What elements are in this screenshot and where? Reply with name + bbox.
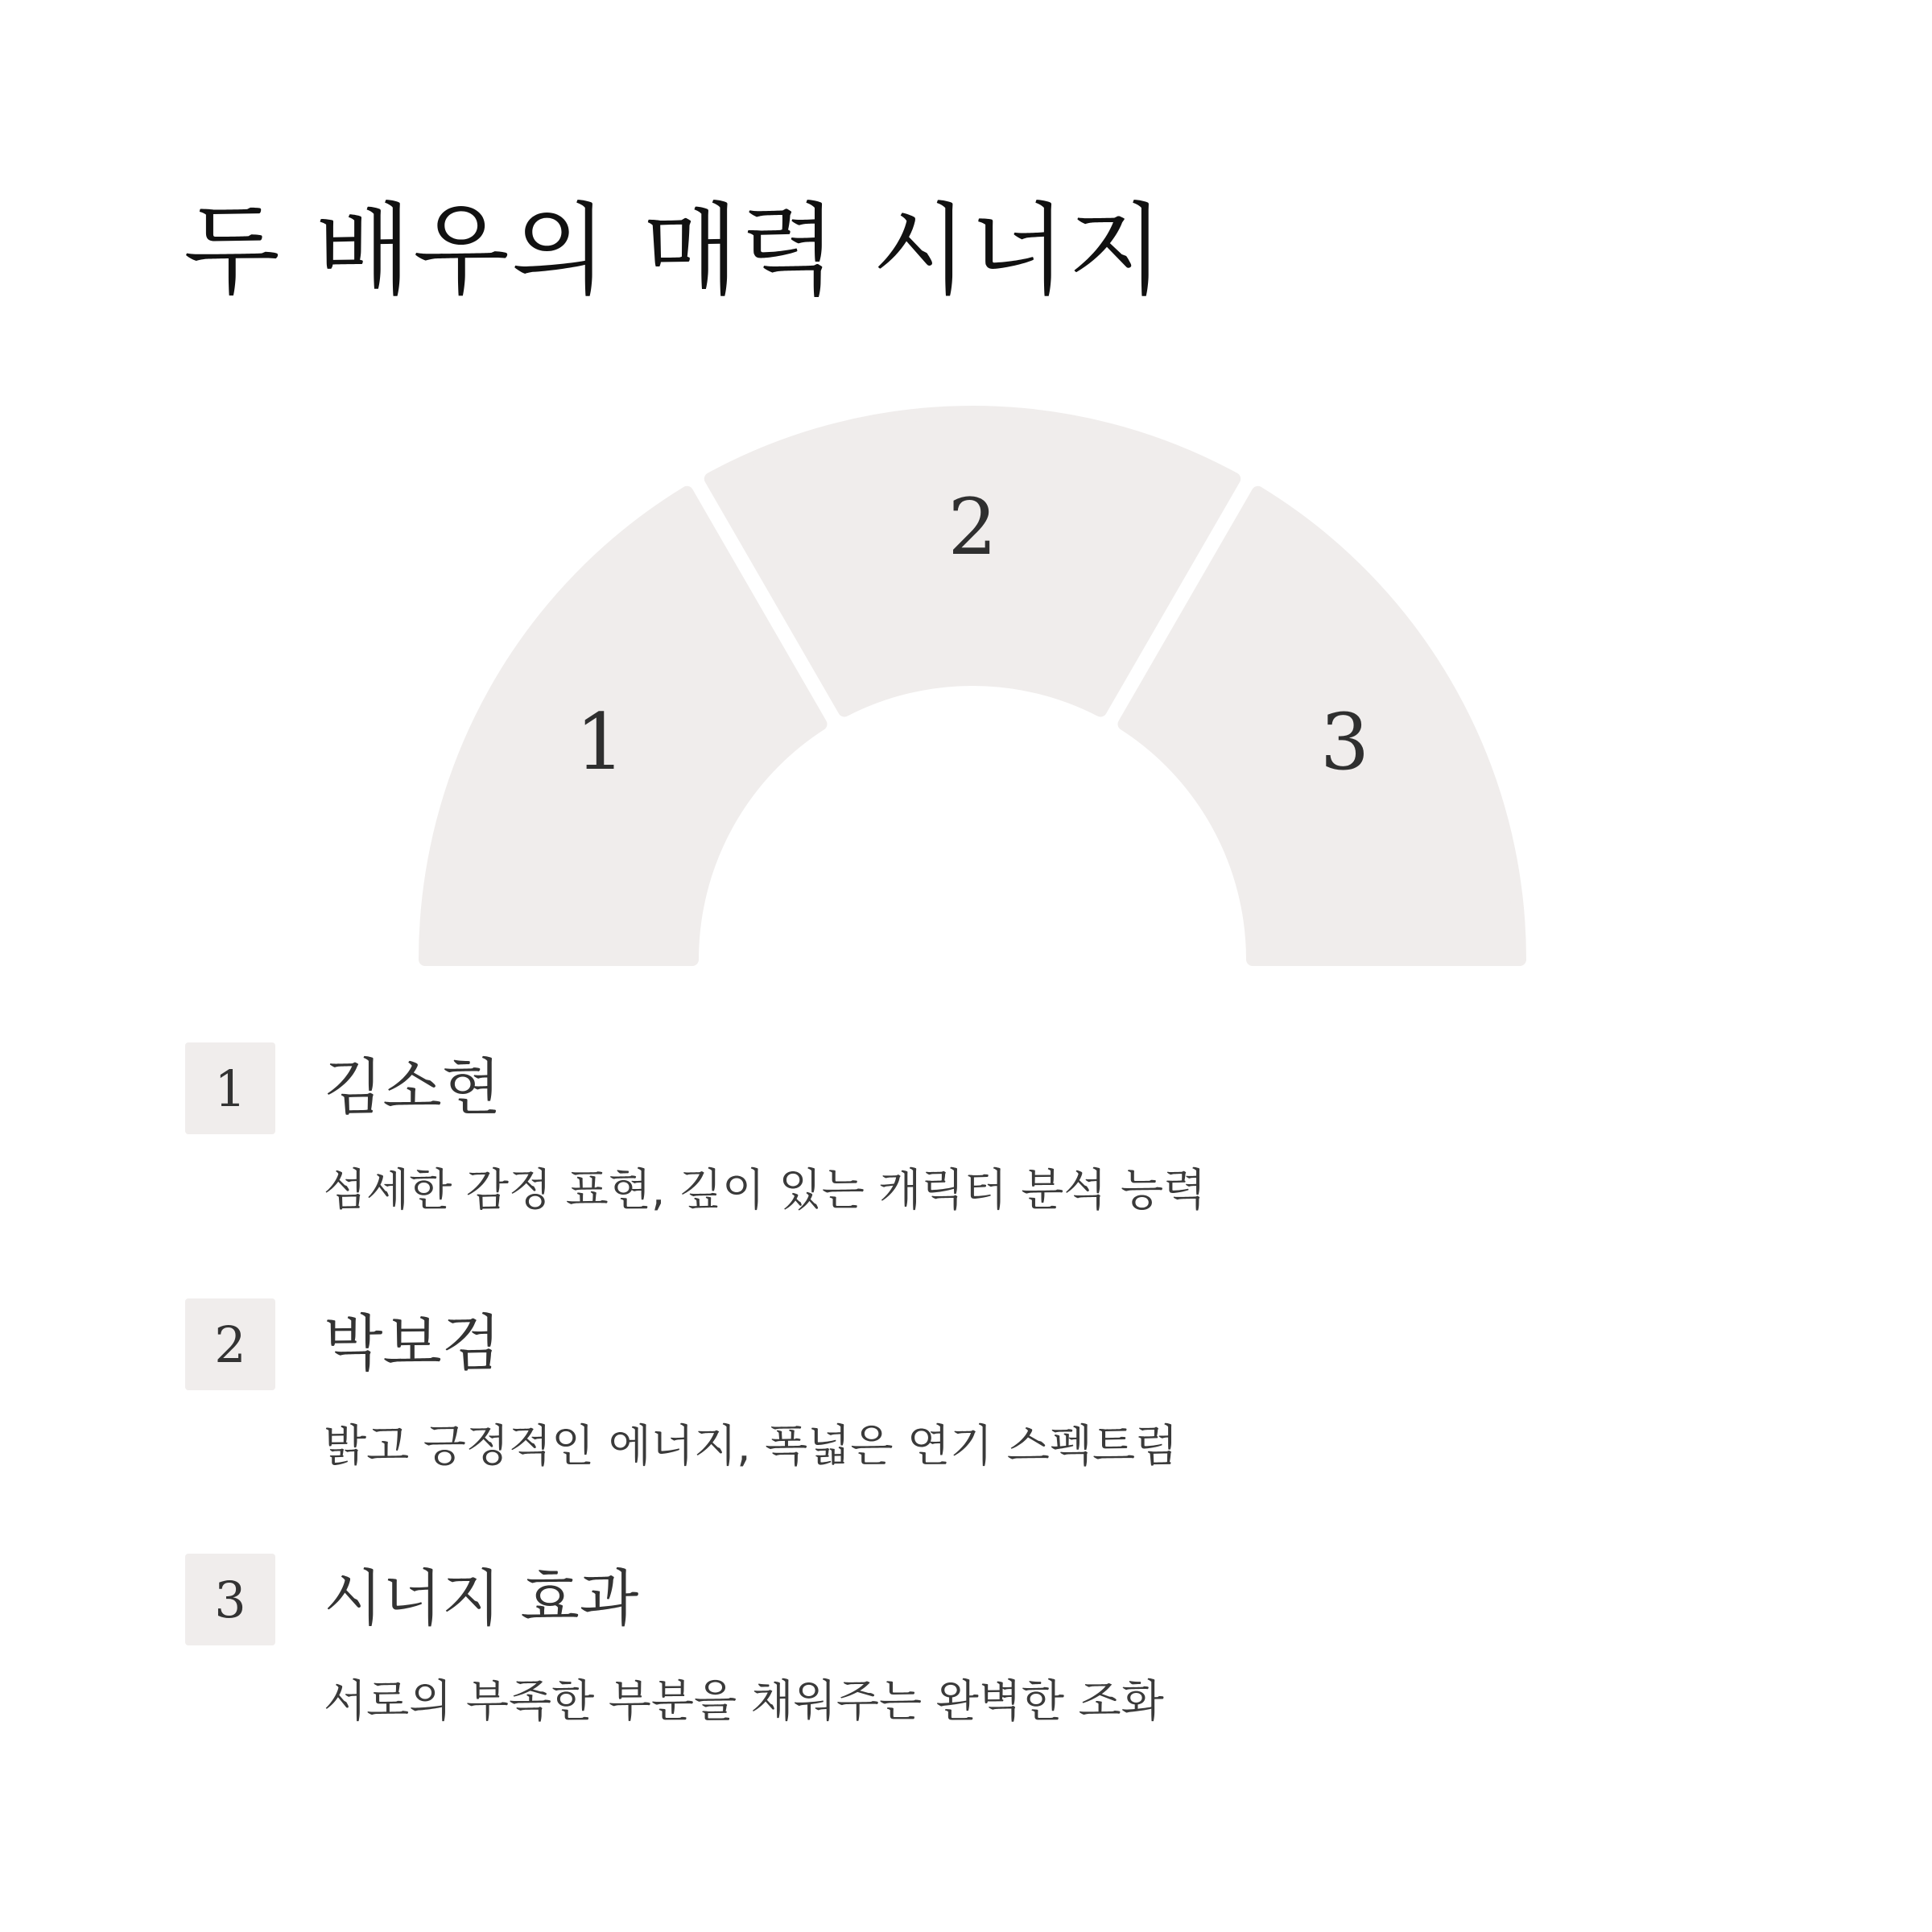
- arc-segment-label-3: 3: [1319, 697, 1370, 787]
- item-description: 밝고 긍정적인 에너지, 폭넓은 연기 스펙트럼: [324, 1420, 1179, 1472]
- number-badge: 3: [185, 1554, 275, 1645]
- item-title: 시너지 효과: [324, 1563, 639, 1634]
- page-title: 두 배우의 매력 시너지: [184, 193, 1166, 309]
- item-title: 김소현: [324, 1051, 502, 1123]
- number-badge: 1: [185, 1042, 275, 1134]
- arc-segment-label-1: 1: [575, 697, 625, 787]
- item-description: 섬세한 감정 표현, 깊이 있는 캐릭터 분석 능력: [324, 1164, 1207, 1216]
- item-description: 서로의 부족한 부분을 채워주는 완벽한 조화: [324, 1675, 1164, 1727]
- arc-segment-label-2: 2: [947, 482, 997, 572]
- item-title: 박보검: [324, 1307, 502, 1379]
- number-badge: 2: [185, 1298, 275, 1390]
